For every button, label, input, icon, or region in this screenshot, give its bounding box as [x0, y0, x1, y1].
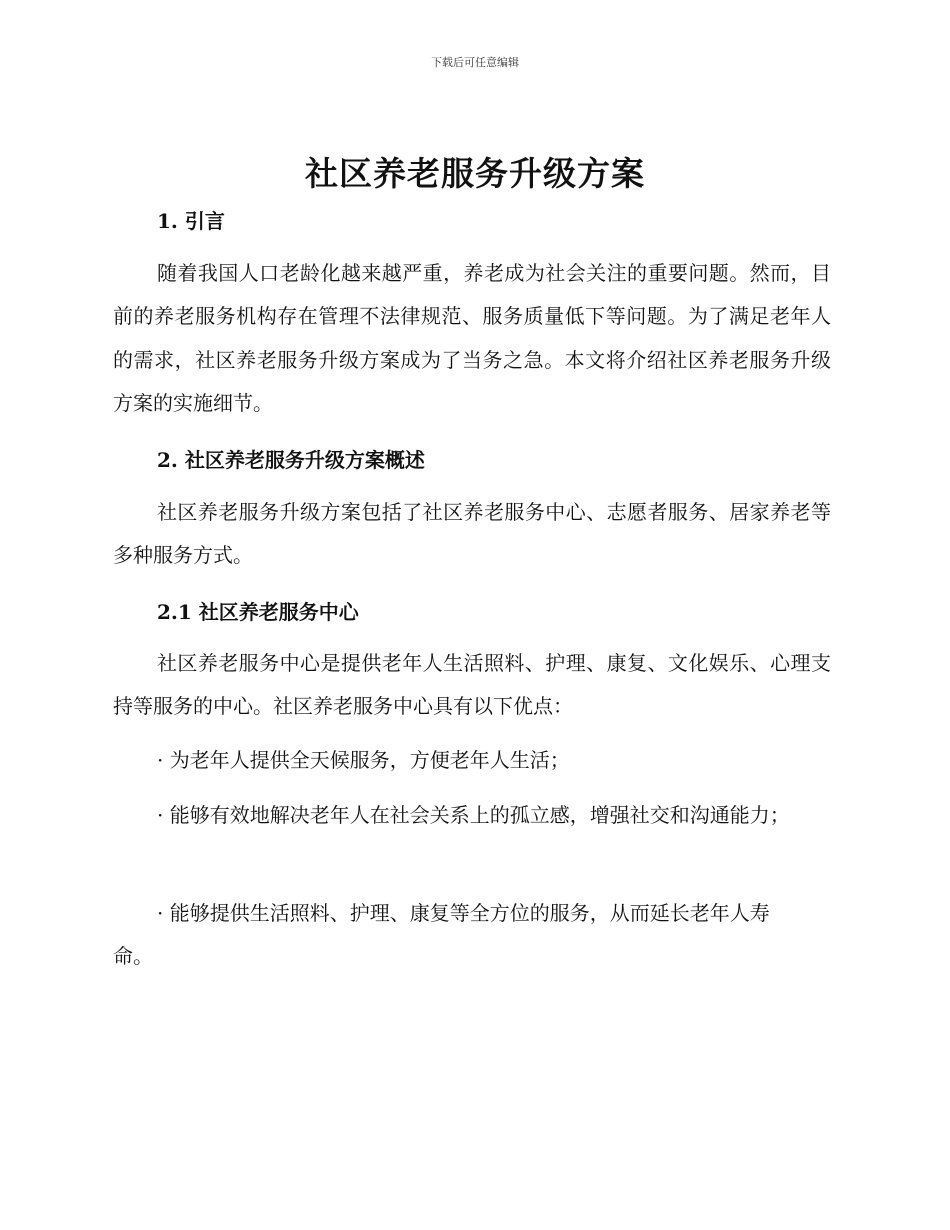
- heading-intro: 1. 引言: [157, 209, 225, 233]
- bullet-item-1: · 为老年人提供全天候服务，方便老年人生活；: [157, 748, 570, 772]
- paragraph-overview: 社区养老服务升级方案包括了社区养老服务中心、志愿者服务、居家养老等多种服务方式。: [113, 500, 831, 568]
- heading-overview: 2. 社区养老服务升级方案概述: [157, 448, 425, 472]
- paragraph-intro: 随着我国人口老龄化越来越严重，养老成为社会关注的重要问题。然而，目前的养老服务机构存在管理不法律规范、服务质量低下等问题。为了满足老年人的需求，社区养老服务升级方案成为了当务之急。本文将介绍社区养老服务升级方案的实施细节。: [113, 261, 831, 415]
- heading-service-center: 2.1 社区养老服务中心: [157, 600, 359, 624]
- header-note: 下载后可任意编辑: [431, 56, 519, 69]
- paragraph-service-center: 社区养老服务中心是提供老年人生活照料、护理、康复、文化娱乐、心理支持等服务的中心。社区养老服务中心具有以下优点：: [113, 651, 831, 719]
- bullet-item-2: · 能够有效地解决老年人在社会关系上的孤立感，增强社交和沟通能力；: [157, 803, 790, 827]
- document-title: 社区养老服务升级方案: [305, 154, 645, 193]
- bullet-item-3: · 能够提供生活照料、护理、康复等全方位的服务，从而延长老年人寿命。: [113, 901, 770, 969]
